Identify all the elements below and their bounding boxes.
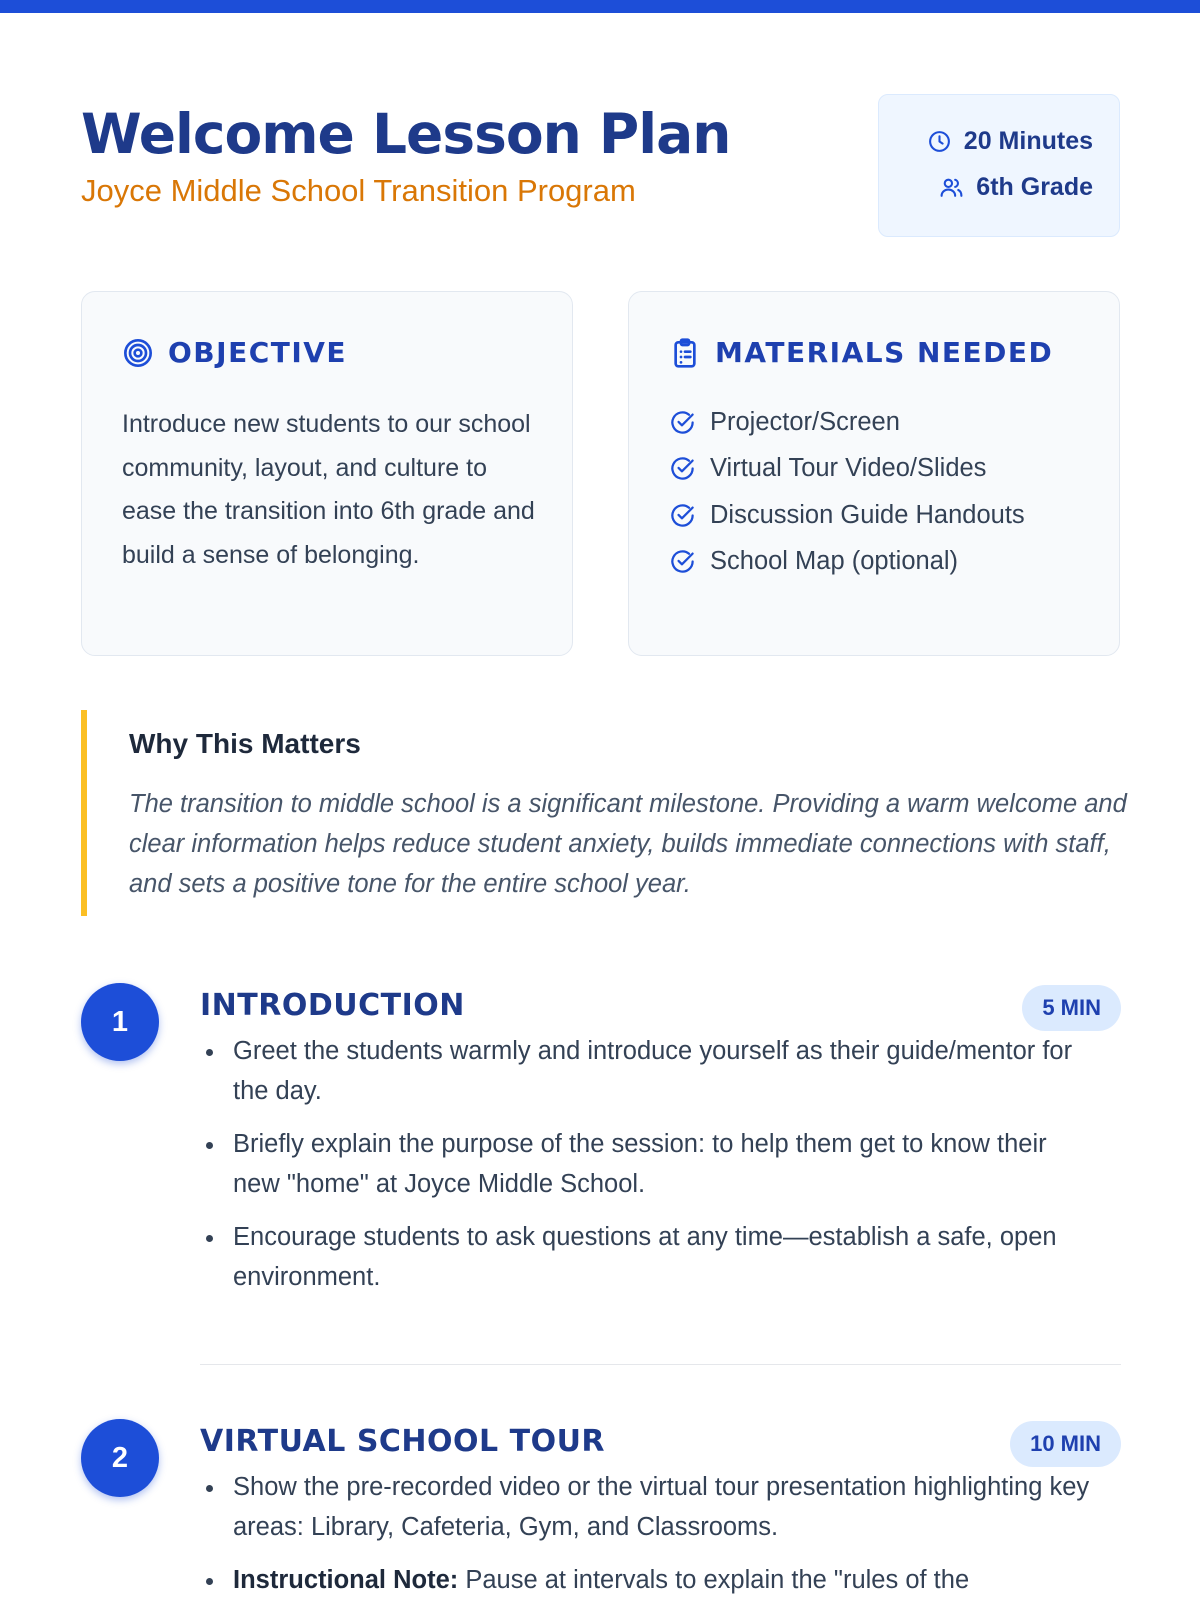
step-duration-badge: 10 MIN xyxy=(1010,1421,1121,1467)
list-item: Show the pre-recorded video or the virtual tour presentation highlighting key areas: Library, Cafeteria, Gym, and Classrooms. xyxy=(200,1467,1100,1547)
check-circle-icon xyxy=(669,502,696,529)
check-circle-icon xyxy=(669,548,696,575)
material-label: Virtual Tour Video/Slides xyxy=(710,454,987,483)
material-label: School Map (optional) xyxy=(710,547,959,576)
page-title: Welcome Lesson Plan xyxy=(81,102,731,166)
objective-title: OBJECTIVE xyxy=(168,336,348,369)
objective-card xyxy=(81,291,573,656)
materials-card xyxy=(628,291,1120,656)
check-circle-icon xyxy=(669,455,696,482)
duration-meta xyxy=(927,127,1093,156)
lesson-meta-box xyxy=(878,94,1120,237)
clipboard-icon xyxy=(669,337,701,369)
why-text: The transition to middle school is a significant milestone. Providing a warm welcome and clear information helps reduce student anxiety, builds immediate connections with staff, and sets a positive tone for the entire school year. xyxy=(129,790,1127,898)
top-accent-bar xyxy=(0,0,1200,13)
step-title: VIRTUAL SCHOOL TOUR xyxy=(200,1424,606,1459)
step-bullets xyxy=(200,1031,1100,1310)
check-circle-icon xyxy=(669,409,696,436)
step-number: 2 xyxy=(81,1419,159,1497)
materials-title: MATERIALS NEEDED xyxy=(715,336,1054,369)
materials-header xyxy=(669,336,1053,369)
list-item: Briefly explain the purpose of the session: to help them get to know their new "home" at Joyce Middle School. xyxy=(200,1124,1100,1204)
note-label: Instructional Note: xyxy=(233,1566,459,1594)
grade-text: 6th Grade xyxy=(976,173,1093,201)
material-label: Discussion Guide Handouts xyxy=(710,500,1025,529)
objective-header xyxy=(122,336,347,369)
users-icon xyxy=(939,175,964,200)
step-number: 1 xyxy=(81,983,159,1061)
step-duration-badge: 5 MIN xyxy=(1022,985,1121,1031)
clock-icon xyxy=(927,129,952,154)
step-divider xyxy=(200,1364,1121,1365)
list-item: Greet the students warmly and introduce yourself as their guide/mentor for the day. xyxy=(200,1031,1100,1111)
duration-text: 20 Minutes xyxy=(963,127,1093,155)
page-subtitle: Joyce Middle School Transition Program xyxy=(81,173,636,208)
target-icon xyxy=(122,337,154,369)
list-item xyxy=(669,446,1025,493)
why-title: Why This Matters xyxy=(129,728,361,759)
list-item xyxy=(669,492,1025,539)
why-this-matters xyxy=(81,710,1127,916)
materials-list xyxy=(669,399,1025,585)
objective-text: Introduce new students to our school community, layout, and culture to ease the transition into 6th grade and build a sense of belonging. xyxy=(122,410,535,569)
grade-meta xyxy=(939,173,1093,202)
step-title: INTRODUCTION xyxy=(200,988,465,1023)
note-text: Pause at intervals to explain the "rules of the xyxy=(465,1566,970,1594)
material-label: Projector/Screen xyxy=(710,407,900,436)
list-item xyxy=(669,399,1025,446)
list-item xyxy=(200,1560,1100,1600)
step-bullets xyxy=(200,1467,1100,1600)
list-item: Encourage students to ask questions at any time—establish a safe, open environment. xyxy=(200,1217,1100,1297)
list-item xyxy=(669,539,1025,586)
